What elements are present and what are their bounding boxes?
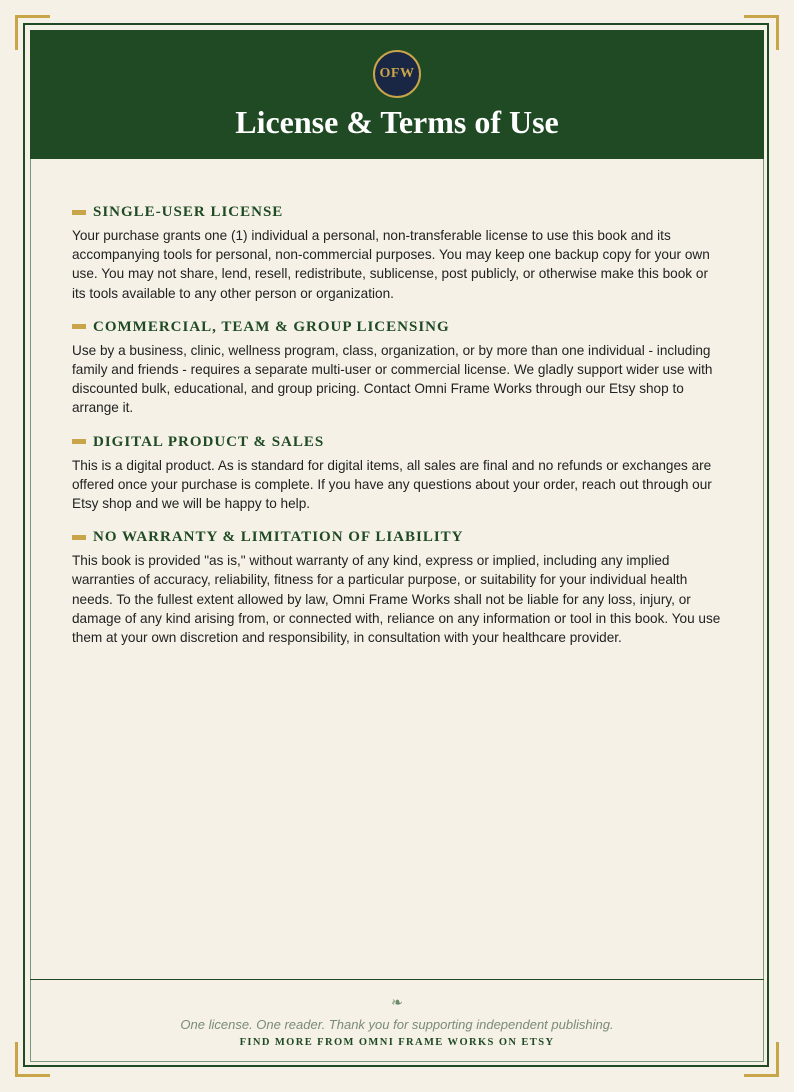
section-heading-row	[72, 527, 724, 547]
page-title: License & Terms of Use	[235, 104, 559, 140]
section-body-text: Use by a business, clinic, wellness program, class, organization, or by more than one individual - including family and friends - requires a separate multi-user or commercial license. We gladly support wider use with discounted bulk, educational, and group pricing. Contact Omni Frame Works through our Etsy shop to arrange it.	[72, 342, 713, 416]
section-heading-row	[72, 202, 724, 222]
section-commercial-licensing	[72, 317, 724, 418]
section-heading: NO WARRANTY & LIMITATION OF LIABILITY	[93, 529, 464, 546]
section-heading-row	[72, 317, 724, 337]
gold-bullet-bar	[72, 439, 86, 444]
section-heading: COMMERCIAL, TEAM & GROUP LICENSING	[93, 318, 450, 335]
section-heading-row	[72, 432, 724, 452]
footer-etsy-callout: FIND MORE FROM OMNI FRAME WORKS ON ETSY	[239, 1037, 555, 1048]
section-heading: SINGLE-USER LICENSE	[93, 204, 284, 220]
gold-bullet-bar	[72, 210, 86, 215]
section-no-warranty	[72, 527, 724, 647]
footer-divider	[30, 979, 764, 980]
license-terms-content	[72, 202, 724, 661]
fleuron-ornament-icon: ❧	[391, 994, 403, 1010]
section-heading: DIGITAL PRODUCT & SALES	[93, 433, 325, 450]
gold-bullet-bar	[72, 324, 86, 329]
section-single-user-license	[72, 202, 724, 303]
ofw-logo-badge: OFW	[373, 50, 421, 98]
gold-bullet-bar	[72, 535, 86, 540]
section-body-text: Your purchase grants one (1) individual a personal, non-transferable license to use this book and its accompanying tools for personal, non-commercial purposes. You may keep one backup copy for your own use. You may not share, lend, resell, redistribute, sublicense, post publicly, or otherwise make this book or its tools available to any other person or organization.	[72, 228, 710, 301]
section-body-text: This book is provided "as is," without warranty of any kind, express or implied, including any implied warranties of accuracy, reliability, fitness for a particular purpose, or suitability for your individual health needs. To the fullest extent allowed by law, Omni Frame Works shall not be liable for any loss, injury, or damage of any kind arising from, or connected with, reliance on any information or tool in this book. You use them at your own discretion and responsibility, in consultation with your healthcare provider.	[72, 553, 721, 646]
section-digital-product-sales	[72, 432, 724, 514]
section-body-text: This is a digital product. As is standard for digital items, all sales are final and no refunds or exchanges are offered once your purchase is complete. If you have any questions about your order, reach out through our Etsy shop and we will be happy to help.	[72, 457, 712, 512]
footer-tagline: One license. One reader. Thank you for supporting independent publishing.	[180, 1017, 614, 1032]
